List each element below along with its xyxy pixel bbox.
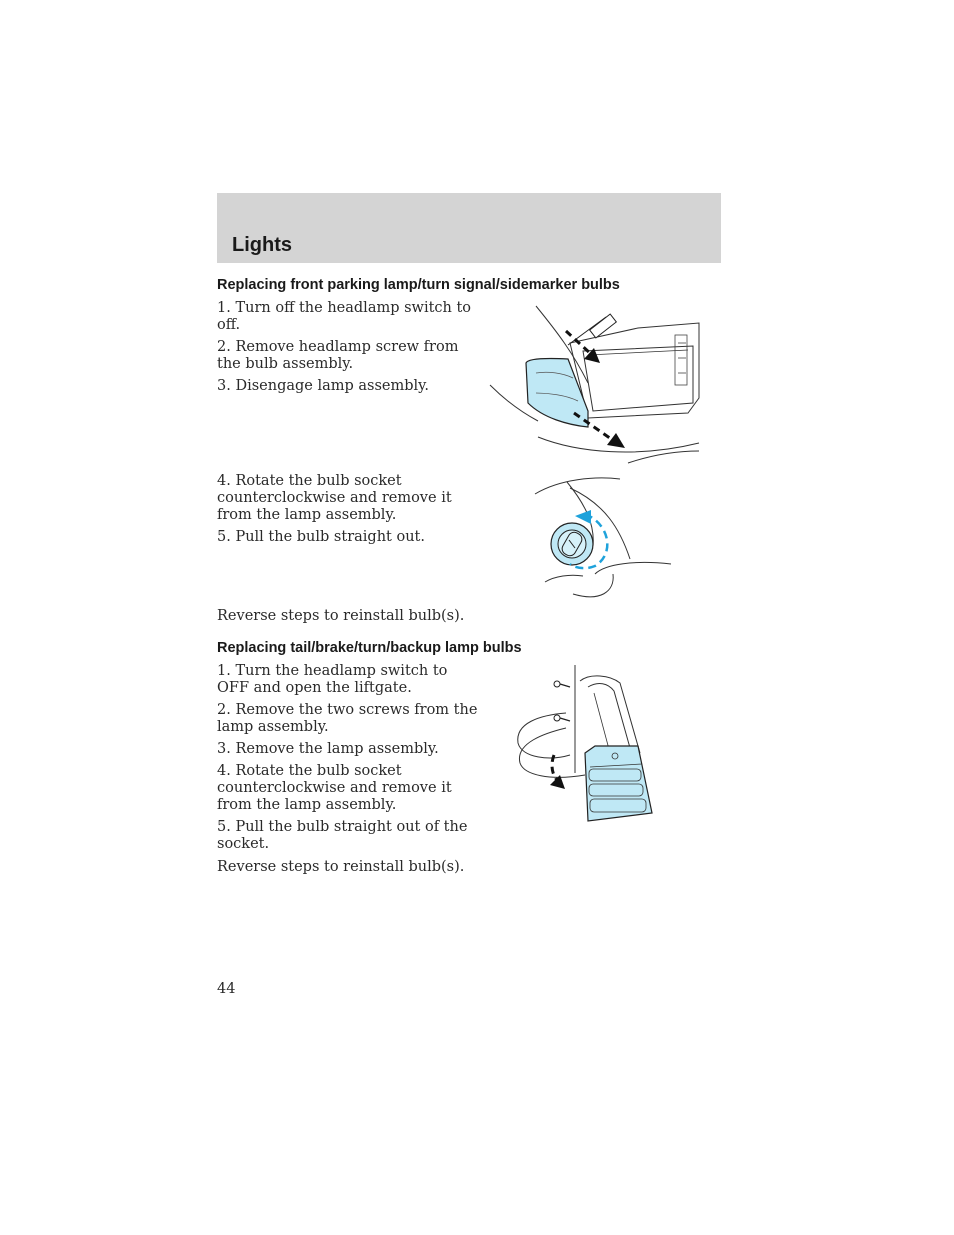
step-item: 2. Remove headlamp screw from the bulb assembly. [217, 339, 459, 372]
tail-lamp-steps [217, 663, 479, 858]
step-item: 2. Remove the two screws from the lamp assembly. [217, 702, 478, 735]
bulb-socket-rotation-illustration [525, 474, 675, 602]
step-item: 3. Remove the lamp assembly. [217, 741, 439, 757]
section-heading-tail-lamp: Replacing tail/brake/turn/backup lamp bulbs [217, 640, 522, 656]
front-lamp-steps-part-1 [217, 300, 479, 400]
step-item: 5. Pull the bulb straight out of the socket. [217, 819, 468, 852]
reverse-steps-note: Reverse steps to reinstall bulb(s). [217, 608, 465, 624]
step-item: 4. Rotate the bulb socket counterclockwise and remove it from the lamp assembly. [217, 763, 452, 813]
step-item: 1. Turn off the headlamp switch to off. [217, 300, 472, 333]
step-item: 1. Turn the headlamp switch to OFF and open the liftgate. [217, 663, 448, 696]
page-number: 44 [217, 981, 236, 997]
front-parking-lamp-illustration [488, 303, 703, 465]
front-lamp-steps-part-2 [217, 473, 479, 551]
page-title: Lights [232, 234, 292, 256]
tail-lamp-illustration [510, 663, 660, 825]
reverse-steps-note: Reverse steps to reinstall bulb(s). [217, 859, 465, 875]
step-item: 4. Rotate the bulb socket counterclockwise and remove it from the lamp assembly. [217, 473, 452, 523]
section-header-band [217, 193, 721, 263]
step-item: 3. Disengage lamp assembly. [217, 378, 430, 394]
step-item: 5. Pull the bulb straight out. [217, 529, 425, 545]
section-heading-front-lamp: Replacing front parking lamp/turn signal/sidemarker bulbs [217, 277, 620, 293]
